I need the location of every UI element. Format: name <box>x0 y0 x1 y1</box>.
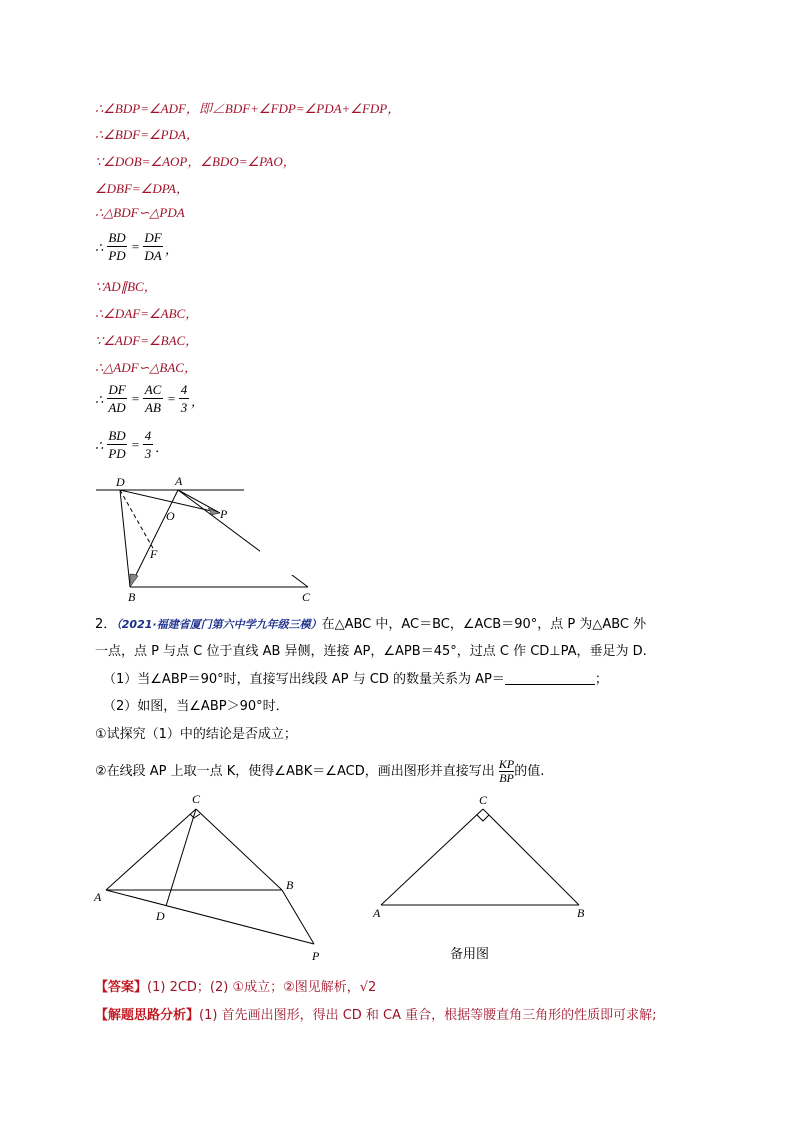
geometry-figure-2 <box>90 788 330 964</box>
label-P: P <box>220 507 228 521</box>
label-C: C <box>479 793 488 807</box>
geometry-figure-3 <box>365 788 605 928</box>
solution-line-9: ∴△ADF∽△BAC， <box>95 360 197 375</box>
fraction-equation-2: ∴ DF AD = AC AB = 4 3 ， <box>95 382 205 415</box>
label-O: O <box>166 509 175 523</box>
label-C: C <box>192 792 201 806</box>
label-D: D <box>156 909 165 923</box>
problem-line-2: 一点，点 P 与点 C 位于直线 AB 异侧，连接 AP，∠APB＝45°，过点 C 作 CD⊥PA，垂足为 D. <box>95 644 647 659</box>
solution-line-7: ∴∠DAF=∠ABC， <box>95 306 199 321</box>
question-1: （1）当∠ABP＝90°时，直接写出线段 AP 与 CD 的数量关系为 AP＝ ； <box>103 672 608 687</box>
label-B: B <box>128 590 136 604</box>
solution-line-5: ∴△BDF∽△PDA <box>95 205 185 220</box>
problem-line-1: 2．（2021·福建省厦门第六中学九年级三模）在△ABC 中，AC＝BC，∠ACB＝90°，点 P 为△ABC 外 <box>95 617 647 632</box>
geometry-figure-1-right <box>260 575 320 605</box>
question-2: （2）如图，当∠ABP＞90°时． <box>103 699 289 714</box>
label-B: B <box>577 906 585 920</box>
label-D: D <box>116 475 125 489</box>
fraction-kp-bp: $\frac{KP}{BP}$ <box>498 757 515 785</box>
label-A: A <box>175 474 183 488</box>
problem-source: （2021·福建省厦门第六中学九年级三模） <box>116 618 322 631</box>
solution-line-1: ∴∠BDP=∠ADF，即∠BDF+∠FDP=∠PDA+∠FDP， <box>95 101 401 116</box>
label-A: A <box>373 906 381 920</box>
solution-line-8: ∵∠ADF=∠BAC， <box>95 333 199 348</box>
answer-text: (1) 2CD；(2) ①成立；②图见解析，√2 <box>147 980 377 995</box>
label-F: F <box>150 547 158 561</box>
answer-line <box>95 976 376 995</box>
geometry-figure-1 <box>90 470 260 605</box>
fraction: BD PD <box>108 230 126 263</box>
question-2-part-1: ①试探究（1）中的结论是否成立； <box>95 727 297 742</box>
label-P: P <box>312 949 320 963</box>
analysis-tag: 【解题思路分析】 <box>95 1008 200 1023</box>
fraction: DF DA <box>144 230 162 263</box>
analysis-line <box>95 1004 657 1023</box>
figure-caption: 备用图 <box>450 947 490 962</box>
label-A: A <box>94 890 102 904</box>
solution-line-6: ∵AD∥BC， <box>95 279 157 294</box>
answer-tag: 【答案】 <box>95 980 148 995</box>
analysis-text: (1) 首先画出图形，得出 CD 和 CA 重合，根据等腰直角三角形的性质即可求解; <box>199 1008 657 1023</box>
label-C: C <box>302 590 311 604</box>
answer-blank[interactable] <box>505 671 595 685</box>
label-B: B <box>286 878 294 892</box>
fraction-equation-3: ∴ BD PD = 4 3 ． <box>95 428 169 461</box>
fraction-equation-1: ∴ BD PD = DF DA ， <box>95 230 179 263</box>
question-2-part-2: ②在线段 AP 上取一点 K，使得∠ABK＝∠ACD，画出图形并直接写出 $\frac{KP}{BP}$ 的值. <box>95 757 545 785</box>
solution-line-2: ∴∠BDF=∠PDA， <box>95 127 199 142</box>
solution-line-4: ∠DBF=∠DPA， <box>95 181 189 196</box>
solution-line-3: ∵∠DOB=∠AOP，∠BDO=∠PAO， <box>95 154 296 169</box>
